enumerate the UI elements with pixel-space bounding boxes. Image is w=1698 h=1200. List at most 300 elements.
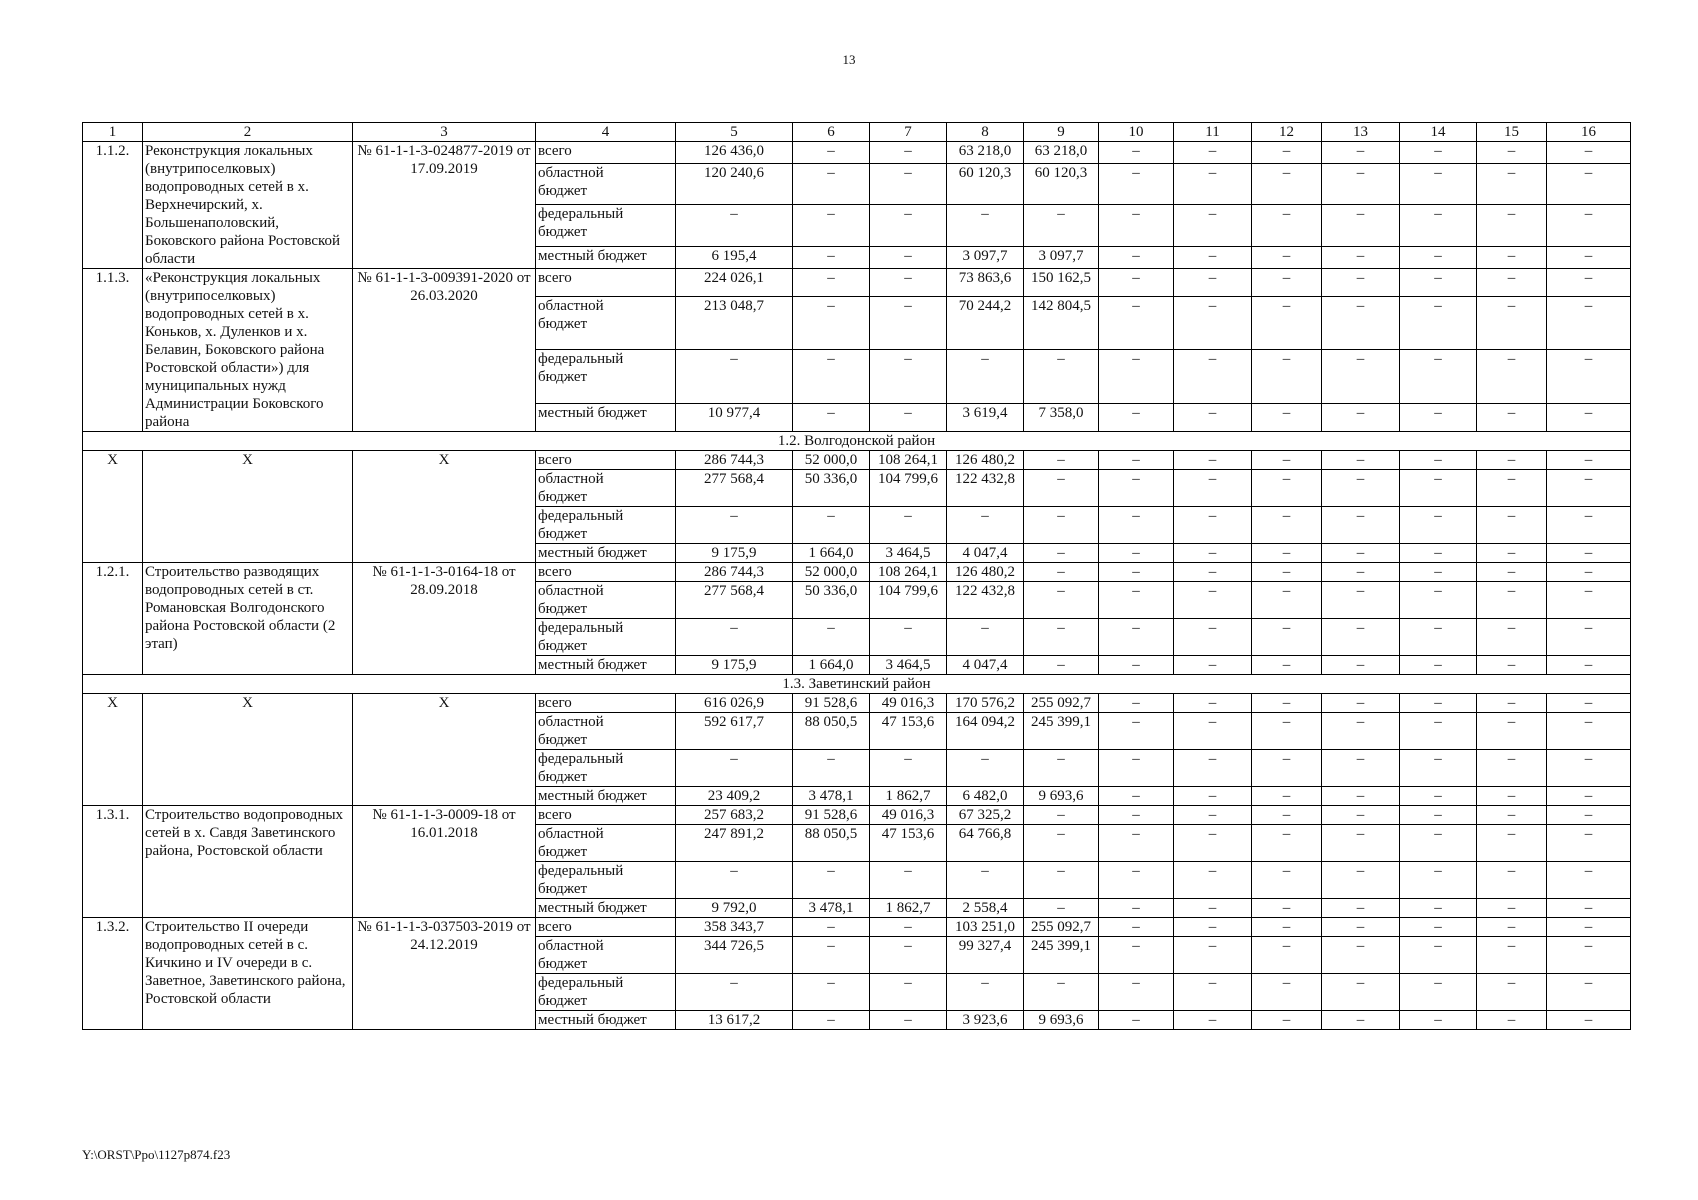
value-cell: –	[1252, 862, 1322, 899]
value-cell: –	[1099, 974, 1174, 1011]
value-cell: 3 478,1	[793, 787, 870, 806]
value-cell: –	[1099, 694, 1174, 713]
value-cell: –	[1024, 507, 1099, 544]
value-cell: –	[1252, 544, 1322, 563]
value-cell: –	[1400, 163, 1477, 205]
value-cell: –	[1322, 937, 1400, 974]
value-cell: –	[1174, 296, 1252, 350]
value-cell: –	[1547, 205, 1631, 247]
value-cell: –	[1400, 974, 1477, 1011]
value-cell: –	[676, 974, 793, 1011]
value-cell: –	[1024, 582, 1099, 619]
value-cell: 47 153,6	[870, 713, 947, 750]
value-cell: –	[1477, 787, 1547, 806]
value-cell: –	[1174, 862, 1252, 899]
value-cell: –	[1547, 163, 1631, 205]
value-cell: –	[947, 205, 1024, 247]
item-name: Реконструкция локальных (внутрипоселковых) водопроводных сетей в х. Верхнечирский, х. Большенаполовский, Боковского района Ростовской области	[143, 142, 353, 269]
value-cell: –	[1477, 470, 1547, 507]
budget-source-label	[536, 451, 676, 470]
value-cell: –	[1322, 694, 1400, 713]
value-cell: –	[1477, 205, 1547, 247]
value-cell: –	[1322, 563, 1400, 582]
budget-source-text: федеральный бюджет	[538, 620, 624, 654]
value-cell: 70 244,2	[947, 296, 1024, 350]
value-cell: –	[1547, 862, 1631, 899]
item-name: Строительство II очереди водопроводных сетей в с. Кичкино и IV очереди в с. Заветное, Заветинского района, Ростовской области	[143, 918, 353, 1030]
item-name: Строительство водопроводных сетей в х. Савдя Заветинского района, Ростовской области	[143, 806, 353, 918]
value-cell: –	[1322, 350, 1400, 404]
value-cell: –	[1322, 1011, 1400, 1030]
value-cell: 150 162,5	[1024, 269, 1099, 297]
budget-source-label	[536, 350, 676, 404]
value-cell: –	[1322, 825, 1400, 862]
value-cell: 6 195,4	[676, 247, 793, 269]
value-cell: –	[1252, 1011, 1322, 1030]
value-cell: –	[1174, 582, 1252, 619]
value-cell: –	[1099, 404, 1174, 432]
value-cell: –	[1024, 806, 1099, 825]
value-cell: –	[1400, 507, 1477, 544]
value-cell: –	[1547, 694, 1631, 713]
value-cell: –	[1400, 563, 1477, 582]
value-cell: 164 094,2	[947, 713, 1024, 750]
value-cell: 277 568,4	[676, 470, 793, 507]
column-header: 15	[1477, 123, 1547, 142]
value-cell: –	[1477, 544, 1547, 563]
item-code: X	[83, 694, 143, 806]
budget-source-label	[536, 974, 676, 1011]
value-cell: 286 744,3	[676, 563, 793, 582]
value-cell: –	[947, 750, 1024, 787]
value-cell: 2 558,4	[947, 899, 1024, 918]
value-cell: 122 432,8	[947, 470, 1024, 507]
value-cell: –	[1252, 582, 1322, 619]
value-cell: –	[1477, 713, 1547, 750]
budget-source-text: федеральный бюджет	[538, 863, 624, 897]
value-cell: –	[1174, 205, 1252, 247]
budget-source-label	[536, 507, 676, 544]
item-name: Строительство разводящих водопроводных сетей в ст. Романовская Волгодонского района Ростовской области (2 этап)	[143, 563, 353, 675]
value-cell: –	[1099, 713, 1174, 750]
column-header: 3	[353, 123, 536, 142]
value-cell: –	[870, 507, 947, 544]
value-cell: –	[793, 750, 870, 787]
value-cell: –	[1547, 787, 1631, 806]
item-code: 1.2.1.	[83, 563, 143, 675]
value-cell: –	[1099, 205, 1174, 247]
value-cell: –	[676, 507, 793, 544]
value-cell: –	[870, 404, 947, 432]
value-cell: –	[947, 862, 1024, 899]
budget-source-label	[536, 205, 676, 247]
value-cell: –	[1322, 163, 1400, 205]
value-cell: –	[1322, 451, 1400, 470]
value-cell: 10 977,4	[676, 404, 793, 432]
value-cell: –	[1547, 563, 1631, 582]
value-cell: 213 048,7	[676, 296, 793, 350]
value-cell: –	[1322, 974, 1400, 1011]
budget-source-label	[536, 899, 676, 918]
value-cell: –	[1024, 563, 1099, 582]
budget-source-label	[536, 1011, 676, 1030]
column-header: 4	[536, 123, 676, 142]
value-cell: –	[870, 142, 947, 164]
value-cell: –	[1024, 899, 1099, 918]
value-cell: –	[1477, 404, 1547, 432]
value-cell: –	[1252, 918, 1322, 937]
budget-source-label	[536, 787, 676, 806]
value-cell: –	[1024, 350, 1099, 404]
value-cell: –	[1024, 470, 1099, 507]
value-cell: –	[1477, 507, 1547, 544]
value-cell: –	[1400, 862, 1477, 899]
column-header: 8	[947, 123, 1024, 142]
value-cell: –	[1477, 862, 1547, 899]
budget-source-text: местный бюджет	[538, 248, 647, 265]
value-cell: 4 047,4	[947, 656, 1024, 675]
value-cell: –	[1547, 656, 1631, 675]
value-cell: –	[947, 974, 1024, 1011]
value-cell: 9 693,6	[1024, 1011, 1099, 1030]
value-cell: 247 891,2	[676, 825, 793, 862]
budget-source-text: местный бюджет	[538, 657, 647, 673]
budget-source-label	[536, 404, 676, 432]
value-cell: –	[1477, 451, 1547, 470]
value-cell: 3 478,1	[793, 899, 870, 918]
value-cell: –	[1099, 163, 1174, 205]
value-cell: –	[1322, 296, 1400, 350]
value-cell: –	[1252, 404, 1322, 432]
value-cell: –	[1174, 247, 1252, 269]
value-cell: –	[1400, 582, 1477, 619]
value-cell: –	[870, 862, 947, 899]
value-cell: –	[1099, 825, 1174, 862]
budget-source-text: всего	[538, 807, 572, 823]
value-cell: 49 016,3	[870, 694, 947, 713]
item-document: № 61-1-1-3-037503-2019 от 24.12.2019	[353, 918, 536, 1030]
value-cell: 50 336,0	[793, 582, 870, 619]
value-cell: 60 120,3	[947, 163, 1024, 205]
budget-source-text: областной бюджет	[538, 583, 604, 617]
value-cell: –	[1252, 937, 1322, 974]
budget-source-text: областной бюджет	[538, 297, 604, 332]
budget-source-label	[536, 544, 676, 563]
value-cell: –	[1252, 806, 1322, 825]
value-cell: –	[1400, 350, 1477, 404]
value-cell: 104 799,6	[870, 470, 947, 507]
column-header: 7	[870, 123, 947, 142]
budget-source-text: областной бюджет	[538, 938, 604, 972]
column-header: 10	[1099, 123, 1174, 142]
value-cell: –	[1024, 750, 1099, 787]
value-cell: –	[1099, 899, 1174, 918]
value-cell: –	[1400, 544, 1477, 563]
value-cell: –	[1174, 1011, 1252, 1030]
value-cell: –	[1547, 142, 1631, 164]
budget-source-label	[536, 937, 676, 974]
value-cell: 99 327,4	[947, 937, 1024, 974]
value-cell: –	[1174, 806, 1252, 825]
value-cell: –	[1174, 507, 1252, 544]
value-cell: –	[1322, 862, 1400, 899]
value-cell: –	[1099, 350, 1174, 404]
value-cell: –	[793, 205, 870, 247]
value-cell: –	[870, 350, 947, 404]
column-header: 14	[1400, 123, 1477, 142]
value-cell: –	[1477, 937, 1547, 974]
value-cell: –	[1322, 582, 1400, 619]
value-cell: –	[1547, 544, 1631, 563]
value-cell: –	[1252, 247, 1322, 269]
budget-source-label	[536, 713, 676, 750]
value-cell: 88 050,5	[793, 713, 870, 750]
column-header: 1	[83, 123, 143, 142]
item-code: 1.1.3.	[83, 269, 143, 432]
budget-source-label	[536, 163, 676, 205]
value-cell: 126 480,2	[947, 563, 1024, 582]
value-cell: –	[1174, 451, 1252, 470]
value-cell: –	[1400, 296, 1477, 350]
value-cell: –	[1547, 750, 1631, 787]
value-cell: 103 251,0	[947, 918, 1024, 937]
value-cell: –	[870, 269, 947, 297]
value-cell: –	[793, 296, 870, 350]
value-cell: –	[1174, 470, 1252, 507]
value-cell: –	[1547, 350, 1631, 404]
item-document: № 61-1-1-3-0009-18 от 16.01.2018	[353, 806, 536, 918]
value-cell: 7 358,0	[1024, 404, 1099, 432]
value-cell: –	[1024, 619, 1099, 656]
value-cell: –	[793, 862, 870, 899]
value-cell: 3 464,5	[870, 656, 947, 675]
column-header: 16	[1547, 123, 1631, 142]
value-cell: –	[1400, 619, 1477, 656]
value-cell: –	[947, 619, 1024, 656]
value-cell: 91 528,6	[793, 806, 870, 825]
value-cell: –	[1099, 451, 1174, 470]
value-cell: 60 120,3	[1024, 163, 1099, 205]
value-cell: –	[1477, 825, 1547, 862]
value-cell: 3 097,7	[1024, 247, 1099, 269]
header-row	[83, 123, 1631, 142]
value-cell: –	[1322, 806, 1400, 825]
value-cell: –	[1024, 451, 1099, 470]
value-cell: –	[676, 205, 793, 247]
value-cell: –	[1400, 1011, 1477, 1030]
value-cell: 142 804,5	[1024, 296, 1099, 350]
value-cell: 52 000,0	[793, 563, 870, 582]
value-cell: 224 026,1	[676, 269, 793, 297]
value-cell: 9 175,9	[676, 544, 793, 563]
value-cell: –	[1477, 750, 1547, 787]
value-cell: –	[1174, 269, 1252, 297]
value-cell: –	[1547, 404, 1631, 432]
budget-source-label	[536, 619, 676, 656]
value-cell: –	[870, 918, 947, 937]
budget-source-text: всего	[538, 270, 572, 286]
value-cell: –	[1322, 544, 1400, 563]
value-cell: –	[1322, 750, 1400, 787]
value-cell: 257 683,2	[676, 806, 793, 825]
value-cell: 108 264,1	[870, 563, 947, 582]
item-document: № 61-1-1-3-024877-2019 от 17.09.2019	[353, 142, 536, 269]
value-cell: 73 863,6	[947, 269, 1024, 297]
value-cell: –	[1174, 404, 1252, 432]
value-cell: –	[1099, 544, 1174, 563]
value-cell: –	[1322, 918, 1400, 937]
value-cell: –	[1477, 974, 1547, 1011]
value-cell: –	[1174, 825, 1252, 862]
budget-source-text: федеральный бюджет	[538, 206, 624, 241]
value-cell: –	[1252, 563, 1322, 582]
table-row	[83, 694, 1631, 713]
item-document: № 61-1-1-3-0164-18 от 28.09.2018	[353, 563, 536, 675]
value-cell: –	[1252, 142, 1322, 164]
budget-source-label	[536, 656, 676, 675]
value-cell: –	[793, 918, 870, 937]
budget-source-label	[536, 142, 676, 164]
value-cell: –	[676, 619, 793, 656]
value-cell: 47 153,6	[870, 825, 947, 862]
value-cell: 13 617,2	[676, 1011, 793, 1030]
value-cell: 88 050,5	[793, 825, 870, 862]
value-cell: 3 097,7	[947, 247, 1024, 269]
value-cell: –	[1400, 451, 1477, 470]
column-header: 11	[1174, 123, 1252, 142]
value-cell: –	[1252, 296, 1322, 350]
value-cell: –	[1547, 974, 1631, 1011]
value-cell: –	[1400, 694, 1477, 713]
value-cell: 4 047,4	[947, 544, 1024, 563]
table-row	[83, 451, 1631, 470]
value-cell: –	[1252, 825, 1322, 862]
budget-source-text: всего	[538, 564, 572, 580]
value-cell: –	[1099, 269, 1174, 297]
value-cell: –	[1477, 656, 1547, 675]
value-cell: –	[1252, 713, 1322, 750]
value-cell: –	[1099, 582, 1174, 619]
section-title: 1.2. Волгодонской район	[83, 432, 1631, 451]
value-cell: –	[1400, 787, 1477, 806]
value-cell: 50 336,0	[793, 470, 870, 507]
value-cell: –	[1174, 656, 1252, 675]
value-cell: 120 240,6	[676, 163, 793, 205]
value-cell: –	[1547, 1011, 1631, 1030]
value-cell: 9 792,0	[676, 899, 793, 918]
value-cell: –	[1099, 918, 1174, 937]
value-cell: –	[793, 974, 870, 1011]
value-cell: –	[1322, 656, 1400, 675]
value-cell: –	[1099, 862, 1174, 899]
value-cell: –	[1252, 507, 1322, 544]
value-cell: –	[1024, 825, 1099, 862]
value-cell: 3 619,4	[947, 404, 1024, 432]
value-cell: –	[1547, 451, 1631, 470]
value-cell: –	[1400, 269, 1477, 297]
value-cell: –	[870, 247, 947, 269]
value-cell: 49 016,3	[870, 806, 947, 825]
budget-source-label	[536, 582, 676, 619]
value-cell: –	[947, 507, 1024, 544]
value-cell: –	[1547, 918, 1631, 937]
budget-source-text: областной бюджет	[538, 826, 604, 860]
budget-source-text: областной бюджет	[538, 471, 604, 505]
value-cell: –	[1099, 247, 1174, 269]
value-cell: 91 528,6	[793, 694, 870, 713]
table-row	[83, 563, 1631, 582]
value-cell: –	[1477, 563, 1547, 582]
value-cell: –	[1174, 937, 1252, 974]
value-cell: 1 862,7	[870, 899, 947, 918]
value-cell: 23 409,2	[676, 787, 793, 806]
value-cell: 170 576,2	[947, 694, 1024, 713]
value-cell: 104 799,6	[870, 582, 947, 619]
item-name: X	[143, 694, 353, 806]
value-cell: –	[1400, 404, 1477, 432]
value-cell: –	[1400, 656, 1477, 675]
value-cell: –	[793, 163, 870, 205]
value-cell: –	[1252, 470, 1322, 507]
value-cell: 616 026,9	[676, 694, 793, 713]
value-cell: –	[1547, 470, 1631, 507]
budget-source-text: всего	[538, 143, 572, 159]
value-cell: –	[1322, 247, 1400, 269]
value-cell: –	[793, 619, 870, 656]
value-cell: –	[1477, 899, 1547, 918]
value-cell: –	[1400, 470, 1477, 507]
value-cell: 6 482,0	[947, 787, 1024, 806]
budget-source-text: местный бюджет	[538, 405, 647, 422]
value-cell: 245 399,1	[1024, 713, 1099, 750]
value-cell: –	[1547, 296, 1631, 350]
value-cell: 3 464,5	[870, 544, 947, 563]
budget-source-label	[536, 296, 676, 350]
value-cell: –	[1547, 269, 1631, 297]
value-cell: –	[1099, 296, 1174, 350]
value-cell: –	[1174, 787, 1252, 806]
value-cell: –	[676, 350, 793, 404]
value-cell: 344 726,5	[676, 937, 793, 974]
value-cell: 1 664,0	[793, 544, 870, 563]
value-cell: –	[1099, 656, 1174, 675]
table-body	[83, 123, 1631, 1030]
value-cell: –	[1400, 825, 1477, 862]
value-cell: –	[793, 142, 870, 164]
value-cell: –	[1547, 247, 1631, 269]
value-cell: 245 399,1	[1024, 937, 1099, 974]
value-cell: –	[1477, 918, 1547, 937]
section-row	[83, 432, 1631, 451]
value-cell: –	[1400, 750, 1477, 787]
value-cell: 1 862,7	[870, 787, 947, 806]
column-header: 9	[1024, 123, 1099, 142]
value-cell: –	[1174, 350, 1252, 404]
page-number: 13	[842, 52, 856, 67]
value-cell: –	[1099, 507, 1174, 544]
value-cell: –	[1174, 918, 1252, 937]
value-cell: 592 617,7	[676, 713, 793, 750]
value-cell: –	[793, 937, 870, 974]
value-cell: –	[870, 974, 947, 1011]
value-cell: –	[870, 937, 947, 974]
value-cell: –	[1024, 205, 1099, 247]
value-cell: 3 923,6	[947, 1011, 1024, 1030]
value-cell: –	[1477, 619, 1547, 656]
column-header: 5	[676, 123, 793, 142]
value-cell: –	[1477, 247, 1547, 269]
budget-source-text: местный бюджет	[538, 545, 647, 561]
